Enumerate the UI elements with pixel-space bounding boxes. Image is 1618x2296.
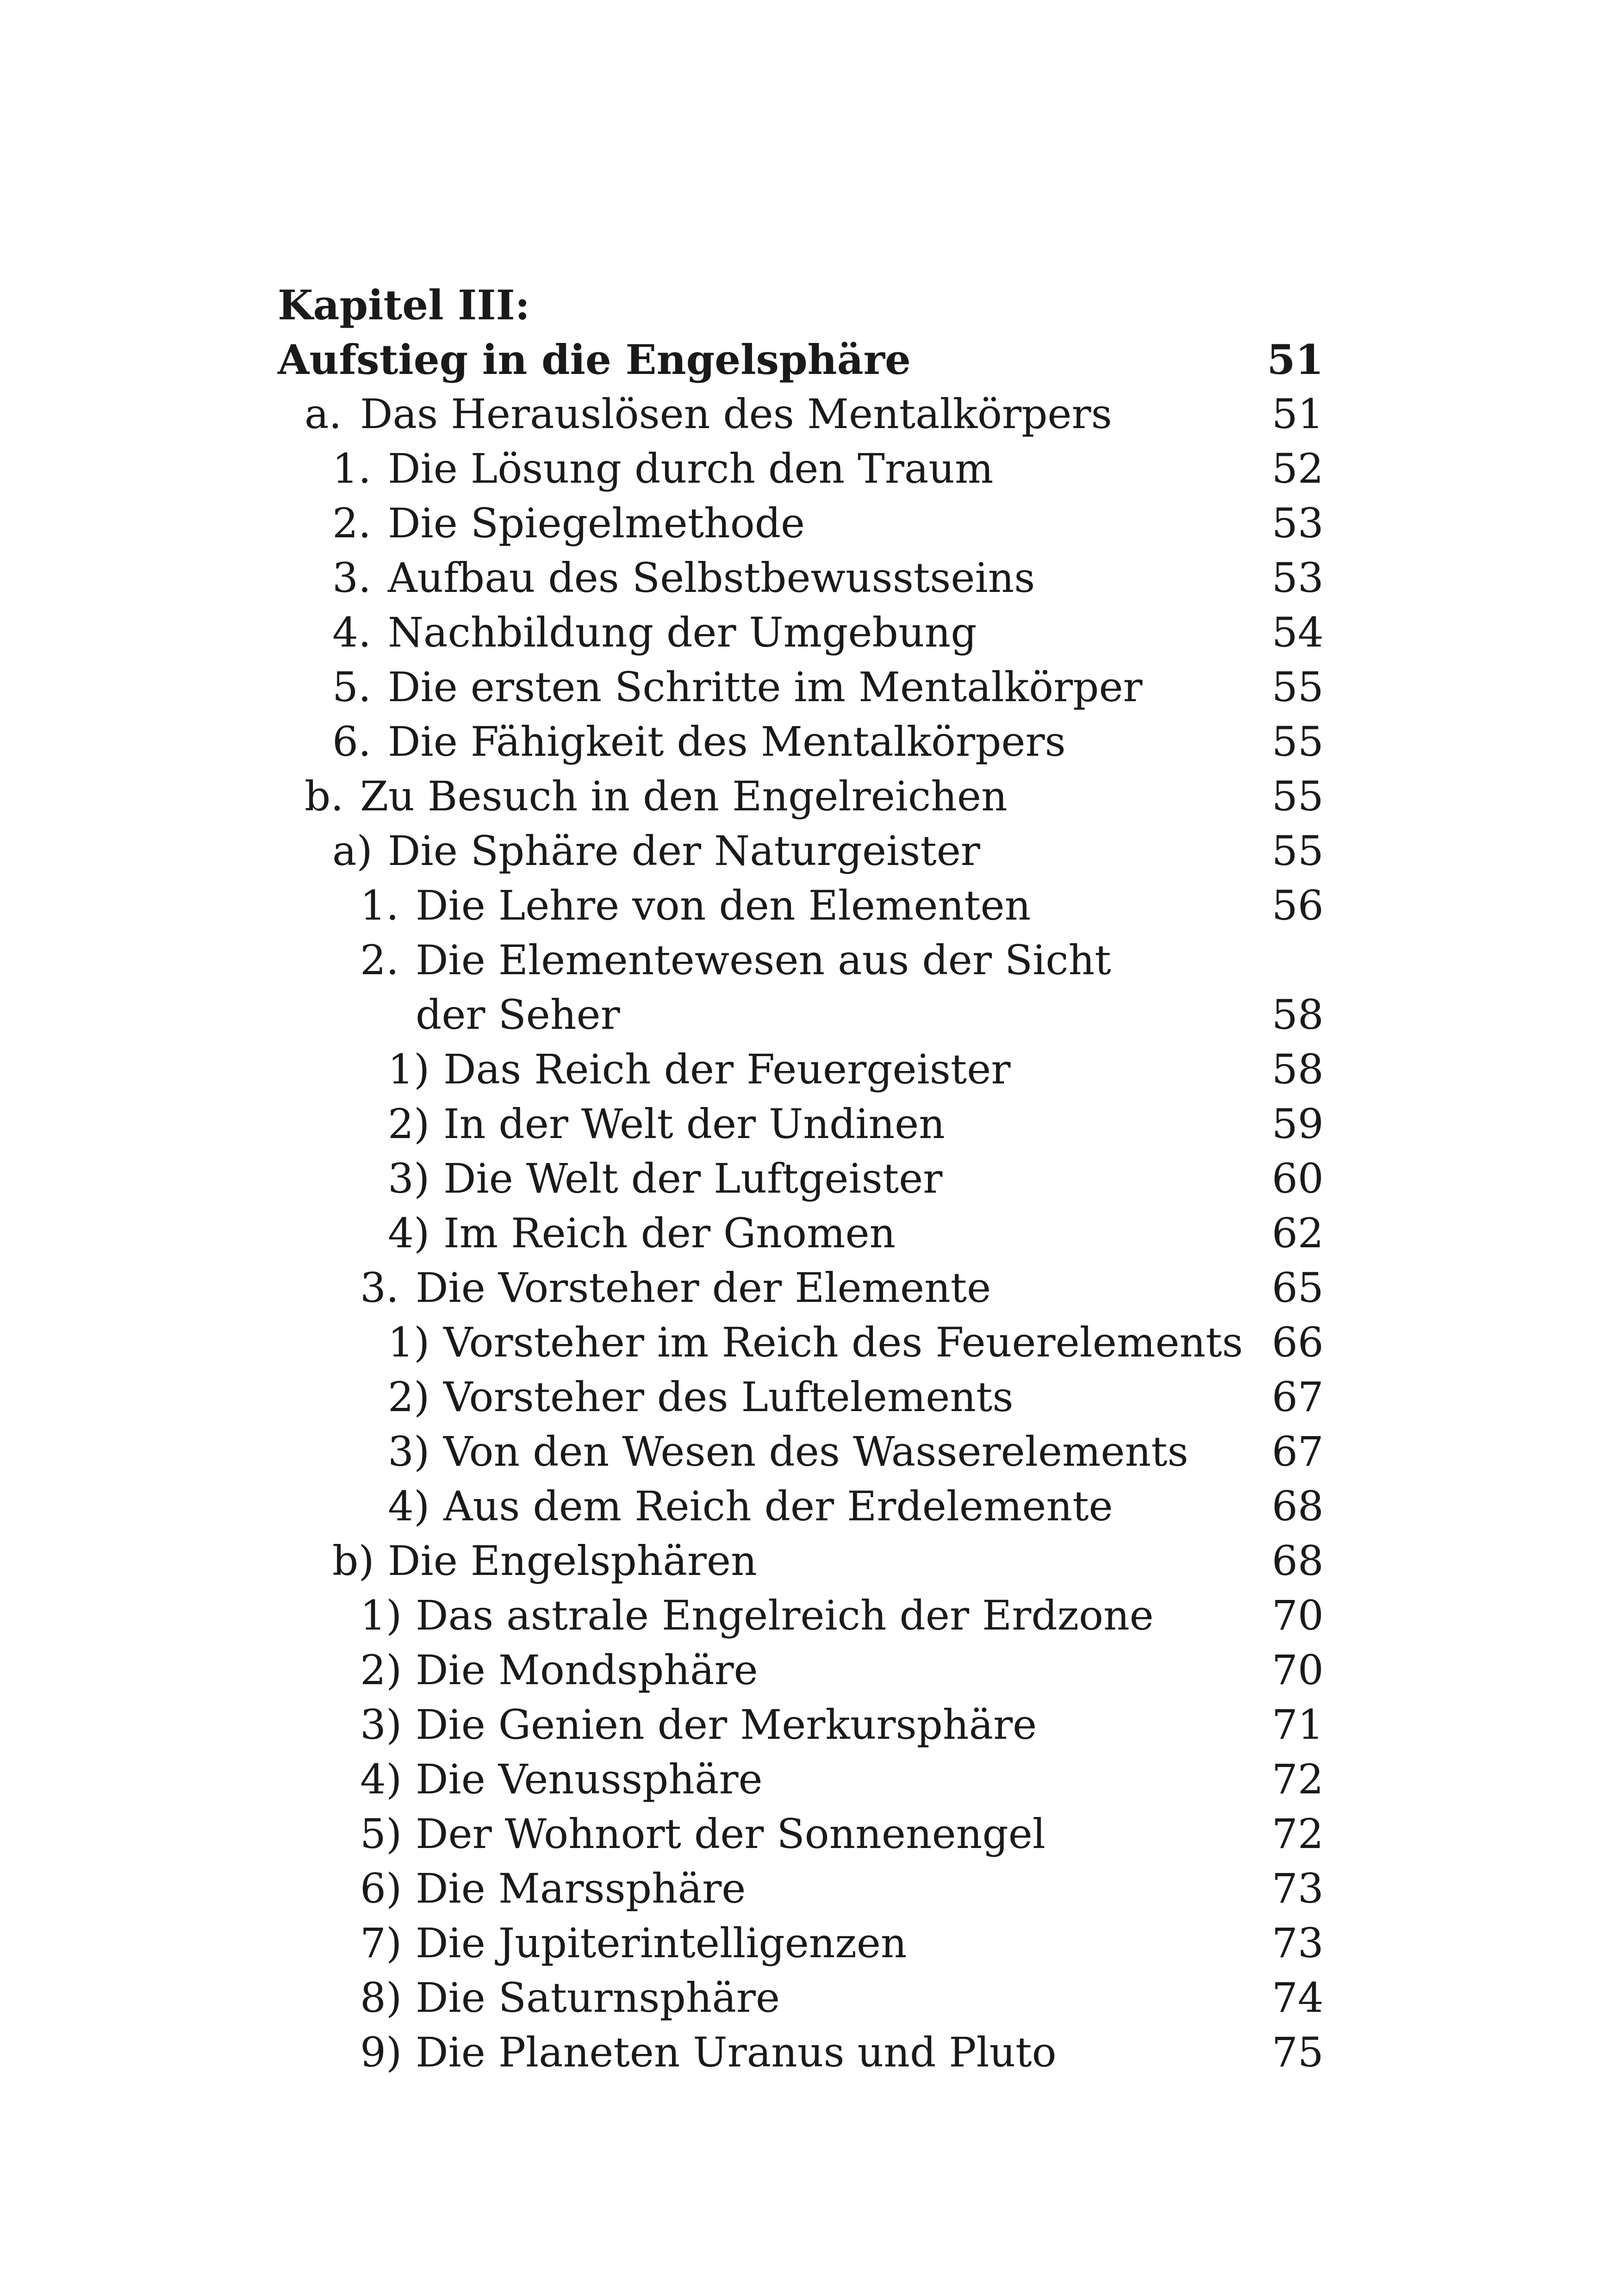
toc-entry bbox=[278, 551, 1324, 605]
entry-title: Die Welt der Luftgeister bbox=[443, 1155, 943, 1202]
entry-title: Das astrale Engelreich der Erdzone bbox=[416, 1592, 1154, 1639]
entry-page-number: 59 bbox=[1272, 1100, 1324, 1148]
toc-entry bbox=[278, 1425, 1324, 1479]
toc-entry bbox=[278, 605, 1324, 660]
toc-entry bbox=[278, 878, 1324, 933]
entry-page-number: 51 bbox=[1272, 390, 1324, 438]
entry-title: Die Vorsteher der Elemente bbox=[416, 1264, 991, 1312]
entry-title: Der Wohnort der Sonnenengel bbox=[416, 1810, 1045, 1858]
toc-entry bbox=[278, 769, 1324, 824]
entry-page-number: 72 bbox=[1272, 1810, 1324, 1858]
entry-number: 2) bbox=[388, 1100, 430, 1148]
toc-entry bbox=[278, 1861, 1324, 1916]
entry-page-number: 55 bbox=[1272, 772, 1324, 820]
toc-entry bbox=[278, 1971, 1324, 2025]
entry-number: a. bbox=[305, 390, 342, 438]
toc-entry bbox=[278, 1643, 1324, 1698]
entry-page-number: 72 bbox=[1272, 1755, 1324, 1803]
entry-title: der Seher bbox=[416, 991, 620, 1039]
entry-number: 6) bbox=[360, 1865, 402, 1912]
toc-entry bbox=[278, 1151, 1324, 1206]
entry-page-number: 70 bbox=[1272, 1592, 1324, 1639]
entry-page-number: 68 bbox=[1272, 1482, 1324, 1530]
entry-title: Die Elementewesen aus der Sicht bbox=[416, 936, 1111, 984]
toc-entry bbox=[278, 1807, 1324, 1861]
entry-page-number: 65 bbox=[1272, 1264, 1324, 1312]
entry-number: b) bbox=[332, 1537, 374, 1585]
entry-page-number: 58 bbox=[1272, 991, 1324, 1039]
toc-entry bbox=[278, 496, 1324, 551]
entry-title: Die Lehre von den Elementen bbox=[416, 882, 1031, 929]
entry-page-number: 74 bbox=[1272, 1974, 1324, 2022]
chapter-label: Kapitel III: bbox=[278, 281, 530, 329]
entry-title: Die Sphäre der Naturgeister bbox=[388, 827, 980, 875]
entry-title: Vorsteher im Reich des Feuerelements bbox=[443, 1319, 1243, 1366]
entry-number: 1) bbox=[360, 1592, 402, 1639]
entry-number: 2) bbox=[388, 1373, 430, 1421]
toc-entry bbox=[278, 442, 1324, 496]
entry-number: 5. bbox=[332, 663, 371, 711]
entry-number: 9) bbox=[360, 2028, 402, 2076]
toc-entry bbox=[278, 824, 1324, 878]
entry-title: Das Reich der Feuergeister bbox=[443, 1045, 1011, 1093]
entry-page-number: 66 bbox=[1272, 1319, 1324, 1366]
chapter-page-number: 51 bbox=[1267, 336, 1324, 384]
entry-page-number: 71 bbox=[1272, 1701, 1324, 1748]
entry-page-number: 67 bbox=[1272, 1428, 1324, 1475]
entry-title: Die Spiegelmethode bbox=[388, 499, 805, 547]
chapter-label-row bbox=[278, 278, 1324, 332]
entry-title: Die ersten Schritte im Mentalkörper bbox=[388, 663, 1143, 711]
entry-number: 6. bbox=[332, 718, 371, 765]
entry-number: 2. bbox=[332, 499, 371, 547]
toc-entry bbox=[278, 1534, 1324, 1588]
toc-entry bbox=[278, 1752, 1324, 1807]
entry-title: Die Saturnsphäre bbox=[416, 1974, 780, 2022]
entry-title: Die Venussphäre bbox=[416, 1755, 763, 1803]
entry-page-number: 58 bbox=[1272, 1045, 1324, 1093]
toc-entry bbox=[278, 2025, 1324, 2080]
entry-title: Von den Wesen des Wasserelements bbox=[443, 1428, 1189, 1475]
entry-page-number: 53 bbox=[1272, 554, 1324, 602]
entry-number: 3) bbox=[388, 1155, 430, 1202]
entry-title: Im Reich der Gnomen bbox=[443, 1209, 896, 1257]
entry-number: 1) bbox=[388, 1319, 430, 1366]
entry-page-number: 53 bbox=[1272, 499, 1324, 547]
entry-title: Aus dem Reich der Erdelemente bbox=[443, 1482, 1113, 1530]
entry-page-number: 67 bbox=[1272, 1373, 1324, 1421]
entry-title: Zu Besuch in den Engelreichen bbox=[360, 772, 1008, 820]
toc-entry bbox=[278, 715, 1324, 769]
chapter-title-row bbox=[278, 332, 1324, 387]
entry-page-number: 70 bbox=[1272, 1646, 1324, 1694]
entry-page-number: 75 bbox=[1272, 2028, 1324, 2076]
entry-page-number: 55 bbox=[1272, 663, 1324, 711]
entry-number: 3) bbox=[388, 1428, 430, 1475]
entry-page-number: 52 bbox=[1272, 445, 1324, 492]
toc-entry bbox=[278, 1315, 1324, 1370]
toc-entry bbox=[278, 387, 1324, 442]
entry-page-number: 56 bbox=[1272, 882, 1324, 929]
toc-entry bbox=[278, 1370, 1324, 1425]
entry-number: 1. bbox=[360, 882, 399, 929]
entry-title: Aufbau des Selbstbewusstseins bbox=[388, 554, 1035, 602]
entry-title: Die Mondsphäre bbox=[416, 1646, 758, 1694]
chapter-title: Aufstieg in die Engelsphäre bbox=[278, 336, 911, 384]
toc-entry bbox=[278, 1261, 1324, 1315]
toc-entry bbox=[278, 1588, 1324, 1643]
entry-page-number: 55 bbox=[1272, 718, 1324, 765]
entry-number: 4) bbox=[388, 1209, 430, 1257]
entry-title: Das Herauslösen des Mentalkörpers bbox=[360, 390, 1112, 438]
toc-entry bbox=[278, 1097, 1324, 1151]
toc-entry bbox=[278, 660, 1324, 715]
entry-title: Nachbildung der Umgebung bbox=[388, 609, 977, 656]
entry-page-number: 73 bbox=[1272, 1865, 1324, 1912]
entry-number: 3) bbox=[360, 1701, 402, 1748]
entry-number: 2. bbox=[360, 936, 399, 984]
entry-page-number: 60 bbox=[1272, 1155, 1324, 1202]
toc-entry bbox=[278, 1042, 1324, 1097]
entry-number: 2) bbox=[360, 1646, 402, 1694]
entry-title: Die Marssphäre bbox=[416, 1865, 746, 1912]
entry-number: 4) bbox=[360, 1755, 402, 1803]
toc-entry bbox=[278, 1479, 1324, 1534]
entry-title: In der Welt der Undinen bbox=[443, 1100, 945, 1148]
entry-number: 4. bbox=[332, 609, 371, 656]
entry-page-number: 55 bbox=[1272, 827, 1324, 875]
toc-entry bbox=[278, 933, 1324, 988]
toc-entry-continuation bbox=[278, 988, 1324, 1042]
entry-title: Die Planeten Uranus und Pluto bbox=[416, 2028, 1057, 2076]
table-of-contents bbox=[278, 278, 1324, 2080]
entry-number: 4) bbox=[388, 1482, 430, 1530]
entry-number: 1) bbox=[388, 1045, 430, 1093]
entry-page-number: 68 bbox=[1272, 1537, 1324, 1585]
entry-number: 5) bbox=[360, 1810, 402, 1858]
entry-number: 3. bbox=[332, 554, 371, 602]
entry-number: a) bbox=[332, 827, 373, 875]
entry-title: Die Jupiterintelligenzen bbox=[416, 1919, 907, 1967]
entry-title: Die Fähigkeit des Mentalkörpers bbox=[388, 718, 1066, 765]
entry-number: 3. bbox=[360, 1264, 399, 1312]
entry-title: Vorsteher des Luftelements bbox=[443, 1373, 1014, 1421]
entry-page-number: 73 bbox=[1272, 1919, 1324, 1967]
entry-title: Die Engelsphären bbox=[388, 1537, 757, 1585]
entry-number: 7) bbox=[360, 1919, 402, 1967]
entry-title: Die Genien der Merkursphäre bbox=[416, 1701, 1037, 1748]
entry-page-number: 54 bbox=[1272, 609, 1324, 656]
entry-title: Die Lösung durch den Traum bbox=[388, 445, 994, 492]
entry-number: 1. bbox=[332, 445, 371, 492]
entry-number: 8) bbox=[360, 1974, 402, 2022]
entry-page-number: 62 bbox=[1272, 1209, 1324, 1257]
toc-entry bbox=[278, 1916, 1324, 1971]
entry-number: b. bbox=[305, 772, 344, 820]
toc-entry bbox=[278, 1206, 1324, 1261]
toc-entry bbox=[278, 1698, 1324, 1752]
